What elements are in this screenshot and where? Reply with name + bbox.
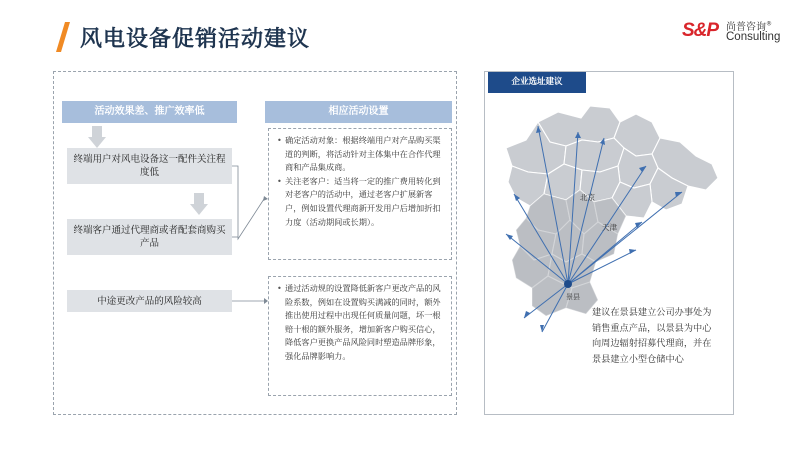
solution-detail-1 bbox=[268, 128, 452, 260]
region-map bbox=[486, 94, 732, 334]
location-note: 建议在景县建立公司办事处为销售重点产品，以景县为中心向周边辐射招募代理商，并在景县建立小型仓储中心 bbox=[592, 307, 712, 365]
down-arrow-icon bbox=[88, 126, 106, 148]
map-label-beijing: 北京 bbox=[580, 193, 595, 202]
problem-header: 活动效果差、推广效率低 bbox=[62, 101, 237, 123]
issue-change-risk: 中途更改产品的风险较高 bbox=[67, 290, 232, 312]
issue-low-attention: 终端用户对风电设备这一配件关注程度低 bbox=[67, 148, 232, 184]
solution-detail-2 bbox=[268, 276, 452, 396]
logo-name-cn: 尚普咨询® bbox=[726, 20, 772, 33]
title-accent-slash bbox=[56, 22, 70, 52]
location-header: 企业选址建议 bbox=[488, 72, 586, 93]
detail-bullet: • 确定活动对象：根据终端用户对产品购买渠道的判断，将活动针对主体集中在合作代理商和产品集成商。 bbox=[277, 134, 447, 175]
page-title: 风电设备促销活动建议 bbox=[80, 27, 311, 52]
brand-logo bbox=[682, 18, 782, 48]
map-label-tianjin: 天津 bbox=[602, 223, 617, 232]
down-arrow-icon bbox=[190, 193, 208, 215]
solution-header: 相应活动设置 bbox=[265, 101, 452, 123]
logo-mark: S&P bbox=[682, 20, 719, 41]
map-label-jingxian: 景县 bbox=[566, 293, 580, 301]
logo-name-en: Consulting bbox=[726, 31, 781, 43]
detail-bullet: • 关注老客户：适当将一定的推广费用转化到对老客户的活动中，通过老客户扩展新客户，例如设置代理商新开发用户后增加折扣力度（活动期间或长期）。 bbox=[277, 175, 447, 229]
connector-arrows bbox=[232, 160, 272, 310]
jingxian-marker bbox=[564, 280, 572, 288]
issue-buy-via-agent: 终端客户通过代理商或者配套商购买产品 bbox=[67, 219, 232, 255]
detail-bullet: • 通过活动规的设置降低新客户更改产品的风险系数，例如在设置购买满减的同时，额外推出使用过程中出现任何质量问题，坏一根赔十根的额外服务，增加新客户购买信心，降低客户更换产品风险同时塑造品牌形象，强化品牌影响力。 bbox=[277, 282, 447, 364]
